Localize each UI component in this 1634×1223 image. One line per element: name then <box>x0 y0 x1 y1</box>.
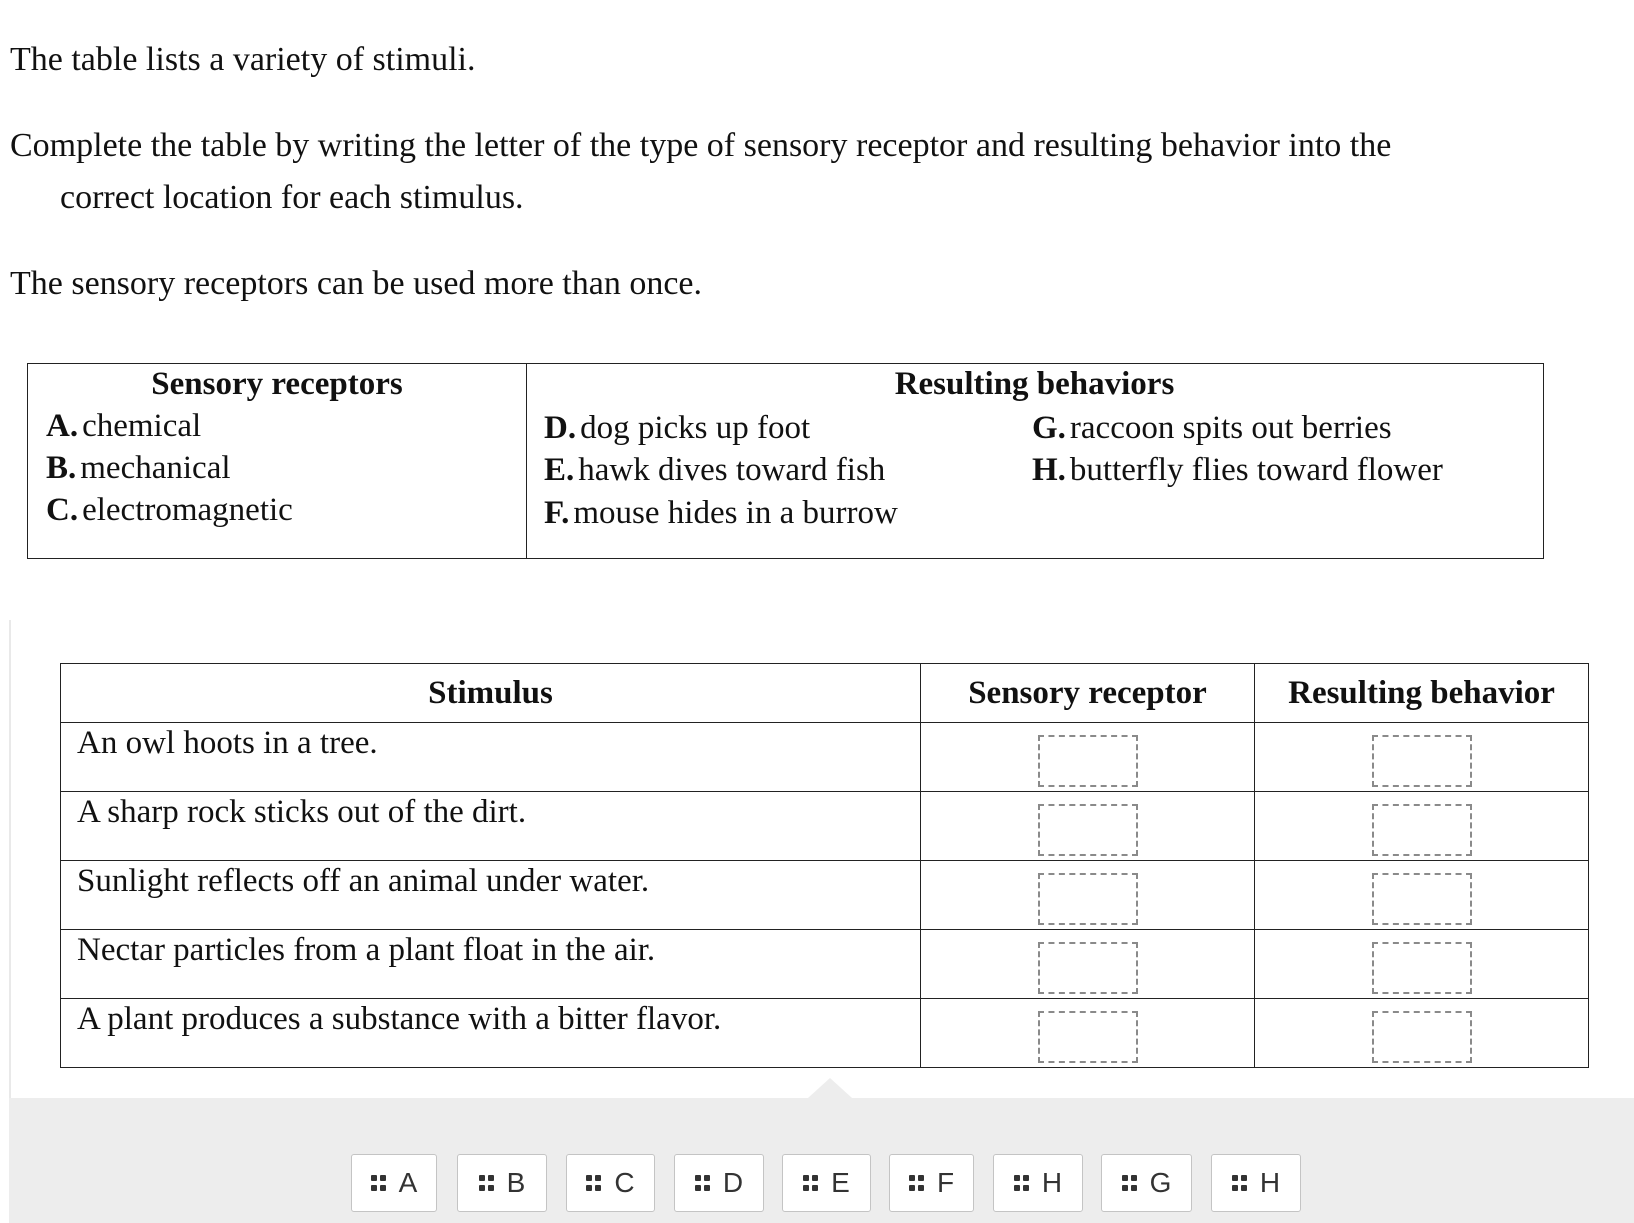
instruction-line-3: The sensory receptors can be used more than once. <box>10 265 703 302</box>
behavior-cell <box>1255 999 1589 1068</box>
behavior-text: raccoon spits out berries <box>1069 410 1392 446</box>
receptors-header: Sensory receptors <box>151 366 403 402</box>
receptor-drop-zone[interactable] <box>1038 804 1138 856</box>
token-label: A <box>398 1167 418 1198</box>
behavior-e <box>544 452 885 489</box>
stimulus-header: Stimulus <box>61 664 921 723</box>
table-row <box>61 792 1589 861</box>
receptor-drop-zone[interactable] <box>1038 1011 1138 1063</box>
receptor-letter: C. <box>46 492 79 528</box>
response-table <box>60 663 1589 1068</box>
sensory-receptor-header: Sensory receptor <box>921 664 1255 723</box>
token-label: F <box>936 1167 955 1198</box>
behavior-text: butterfly flies toward flower <box>1069 452 1443 488</box>
behaviors-header: Resulting behaviors <box>894 366 1175 402</box>
token-label: H <box>1259 1167 1281 1198</box>
table-row <box>61 861 1589 930</box>
receptor-text: mechanical <box>80 450 231 486</box>
table-row <box>61 723 1589 792</box>
drag-handle-icon <box>1232 1174 1248 1192</box>
behavior-letter: E. <box>544 452 575 488</box>
token-f[interactable] <box>889 1154 974 1212</box>
token-label: C <box>614 1167 635 1198</box>
receptor-cell <box>921 861 1255 930</box>
response-header-row <box>61 664 1589 723</box>
drag-handle-icon <box>371 1174 387 1192</box>
receptor-drop-zone[interactable] <box>1038 873 1138 925</box>
behavior-cell <box>1255 792 1589 861</box>
receptor-cell <box>921 930 1255 999</box>
token-label: B <box>506 1167 526 1198</box>
behavior-cell <box>1255 861 1589 930</box>
key-table <box>27 363 1544 559</box>
resulting-behavior-header: Resulting behavior <box>1255 664 1589 723</box>
drag-handle-icon <box>803 1174 819 1192</box>
stimulus-cell: Sunlight reflects off an animal under water. <box>61 861 921 930</box>
instruction-line-2a: Complete the table by writing the letter of the type of sensory receptor and resulting behavior into the <box>10 127 1392 164</box>
behavior-letter: G. <box>1032 410 1066 446</box>
behavior-text: hawk dives toward fish <box>578 452 886 488</box>
stimulus-cell: An owl hoots in a tree. <box>61 723 921 792</box>
receptor-text: electromagnetic <box>82 492 293 528</box>
drag-handle-icon <box>586 1174 602 1192</box>
table-row <box>61 999 1589 1068</box>
instruction-line-2 <box>10 120 1391 224</box>
stimulus-cell: A sharp rock sticks out of the dirt. <box>61 792 921 861</box>
behavior-g <box>1032 410 1392 447</box>
behavior-h <box>1032 452 1443 489</box>
receptor-cell <box>921 723 1255 792</box>
token-bank-pointer <box>808 1078 852 1098</box>
token-a[interactable] <box>351 1154 437 1212</box>
behavior-letter: F. <box>544 495 570 531</box>
receptor-letter: B. <box>46 450 77 486</box>
receptor-drop-zone[interactable] <box>1038 735 1138 787</box>
receptor-drop-zone[interactable] <box>1038 942 1138 994</box>
instruction-line-1: The table lists a variety of stimuli. <box>10 41 476 78</box>
behavior-text: mouse hides in a burrow <box>573 495 898 531</box>
stimulus-cell: Nectar particles from a plant float in the air. <box>61 930 921 999</box>
token-e[interactable] <box>782 1154 871 1212</box>
behavior-drop-zone[interactable] <box>1372 942 1472 994</box>
receptor-cell <box>921 999 1255 1068</box>
drag-handle-icon <box>479 1174 495 1192</box>
token-h[interactable] <box>993 1154 1083 1212</box>
token-g[interactable] <box>1101 1154 1192 1212</box>
instruction-line-2b: correct location for each stimulus. <box>60 179 524 216</box>
receptor-text: chemical <box>82 408 202 444</box>
behavior-f <box>544 495 898 532</box>
interaction-area-edge <box>9 620 11 1100</box>
table-row <box>61 930 1589 999</box>
behavior-d <box>544 410 810 447</box>
drag-handle-icon <box>1014 1174 1030 1192</box>
receptor-a <box>46 408 201 445</box>
behavior-drop-zone[interactable] <box>1372 1011 1472 1063</box>
receptor-c <box>46 492 293 529</box>
token-h[interactable] <box>1211 1154 1301 1212</box>
behavior-cell <box>1255 930 1589 999</box>
behavior-drop-zone[interactable] <box>1372 735 1472 787</box>
behavior-drop-zone[interactable] <box>1372 804 1472 856</box>
behavior-text: dog picks up foot <box>580 410 811 446</box>
drag-handle-icon <box>909 1174 925 1192</box>
behavior-letter: H. <box>1032 452 1066 488</box>
token-bank <box>9 1098 1634 1223</box>
drag-handle-icon <box>1122 1174 1138 1192</box>
token-b[interactable] <box>457 1154 547 1212</box>
behavior-letter: D. <box>544 410 577 446</box>
token-label: H <box>1041 1167 1063 1198</box>
token-label: D <box>722 1167 744 1198</box>
token-c[interactable] <box>566 1154 655 1212</box>
receptor-letter: A. <box>46 408 79 444</box>
behavior-cell <box>1255 723 1589 792</box>
token-label: G <box>1149 1167 1172 1198</box>
drag-handle-icon <box>695 1174 711 1192</box>
receptor-b <box>46 450 231 487</box>
token-label: E <box>831 1167 850 1198</box>
receptor-cell <box>921 792 1255 861</box>
behavior-drop-zone[interactable] <box>1372 873 1472 925</box>
token-d[interactable] <box>674 1154 764 1212</box>
stimulus-cell: A plant produces a substance with a bitter flavor. <box>61 999 921 1068</box>
